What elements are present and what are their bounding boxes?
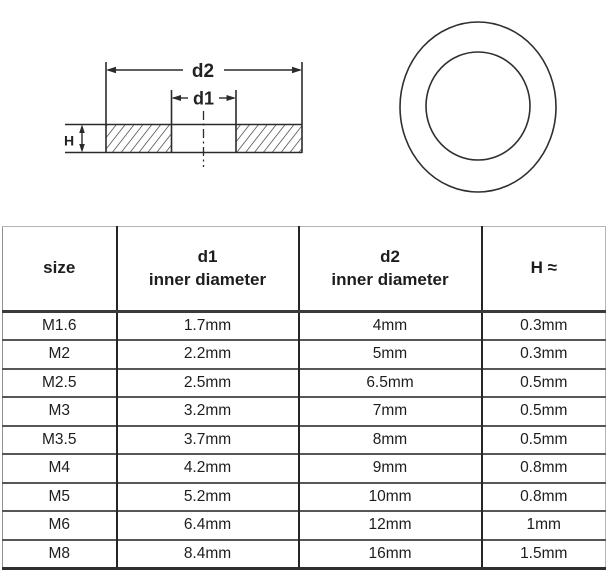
cell-d2: 6.5mm [299,369,482,398]
table-header-row [3,227,606,312]
header-h: H ≈ [482,227,606,312]
table-row [3,369,606,398]
cell-d2: 8mm [299,426,482,455]
cell-h: 0.5mm [520,373,568,391]
cell-size: M3.5 [3,426,117,455]
cell-d2: 4mm [299,312,482,341]
cell-d1: 8.4mm [117,540,299,569]
header-d1-caption: inner diameter [148,269,267,289]
dimension-h [79,125,85,153]
cell-d1: 5.2mm [117,483,299,512]
cell-d1: 3.7mm [117,426,299,455]
cell-size: M5 [3,483,117,512]
cell-d1: 4.2mm [117,454,299,483]
header-d1-symbol: d1 [197,246,218,266]
cell-d2: 10mm [299,483,482,512]
cell-d1: 3.2mm [117,397,299,426]
outer-circle [400,22,556,192]
table-row [3,540,606,569]
cell-h: 0.3mm [520,317,568,334]
cell-d2: 16mm [299,540,482,569]
cell-size: M8 [3,540,117,569]
header-d2-caption: inner diameter [331,269,449,289]
washer-front-view [400,22,556,192]
cell-size: M3 [3,397,117,426]
cell-size: M2.5 [3,369,117,398]
hatch-right-block [236,125,302,153]
header-d1 [117,227,299,312]
table-row [3,454,606,483]
spec-table [2,226,606,570]
washer-cross-section-diagram [64,61,302,167]
cell-d1: 1.7mm [117,312,299,341]
cell-h: 1.5mm [520,544,568,562]
cell-h: 0.5mm [520,430,568,448]
table-row [3,426,606,455]
cell-d2: 12mm [299,511,482,540]
table-row [3,511,606,540]
cell-d1: 2.5mm [117,369,299,398]
cell-d1: 6.4mm [117,511,299,540]
cell-size: M4 [3,454,117,483]
table-row [3,483,606,512]
cell-h: 0.8mm [520,459,568,477]
cell-h: 0.8mm [520,487,568,505]
cell-size: M2 [3,340,117,369]
cell-d2: 5mm [299,340,482,369]
header-d2-symbol: d2 [380,246,400,266]
header-d2 [299,227,482,312]
header-size: size [3,227,117,312]
cell-size: M6 [3,511,117,540]
dimension-d2-label: d2 [191,61,215,82]
dimension-h-label: H [63,132,75,149]
inner-circle [426,52,530,160]
cell-size: M1.6 [3,312,117,341]
hatch-left-block [106,125,172,153]
table-row [3,312,606,341]
cell-h: 1mm [526,516,561,534]
dimension-d1-label: d1 [192,88,215,109]
table-row [3,340,606,369]
cell-d1: 2.2mm [117,340,299,369]
technical-drawing [0,0,613,212]
cell-h: 0.5mm [520,402,568,420]
table-row [3,397,606,426]
cell-d2: 7mm [299,397,482,426]
cell-h: 0.3mm [520,345,568,363]
cell-d2: 9mm [299,454,482,483]
